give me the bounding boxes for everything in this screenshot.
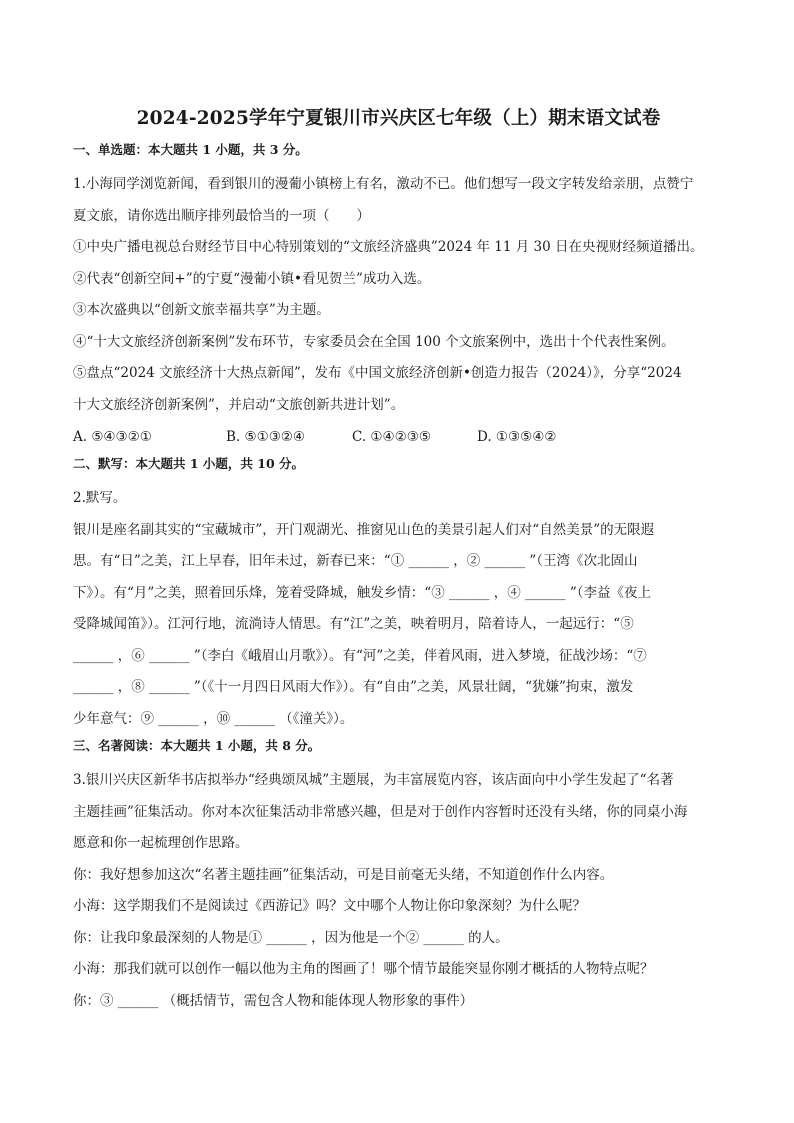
dialogue-line: 小海：这学期我们不是阅读过《西游记》吗？文中哪个人物让你印象深刻？为什么呢？ <box>73 898 586 914</box>
question-2-label: 2.默写。 <box>73 490 127 506</box>
section-heading-classics-reading: 三、名著阅读：本大题共 1 小题，共 8 分。 <box>73 738 321 753</box>
question-1-item: ②代表“创新空间+”的宁夏“漫葡小镇•看见贺兰”成功入选。 <box>73 270 431 287</box>
question-2-line: 思。有“日”之美，江上早春，旧年未过，新春已来：“① ______ ，② ______ ”（王湾《次北固山 <box>73 553 638 569</box>
dialogue-line: 你：让我印象最深刻的人物是① ______ ，因为他是一个② ______ 的人。 <box>73 929 509 946</box>
option-a[interactable]: A. ⑤④③②① <box>73 429 152 445</box>
question-2-line: ______ ，⑥ ______ ”（李白《峨眉山月歌》）。有“河”之美，伴着风雨，进入梦境，征战沙场：“⑦ <box>73 647 647 664</box>
question-1-item: 十大文旅经济创新案例”，并启动“文旅创新共进计划”。 <box>73 396 405 413</box>
question-2-line: 银川是座名副其实的“宝藏城市”，开门观湖光、推窗见山色的美景引起人们对“自然美景”的无限遐 <box>73 521 655 538</box>
option-d[interactable]: D. ①③⑤④② <box>477 429 557 445</box>
dialogue-line: 小海：那我们就可以创作一幅以他为主角的图画了！哪个情节最能突显你刚才概括的人物特点呢？ <box>73 961 654 977</box>
question-1-item: ④“十大文旅经济创新案例”发布环节，专家委员会在全国 100 个文旅案例中，选出十个代表性案例。 <box>73 333 675 350</box>
question-2-line: 少年意气：⑨ ______ ，⑩ ______ （《潼关》）。 <box>73 710 354 727</box>
section-heading-dictation: 二、默写：本大题共 1 小题，共 10 分。 <box>73 456 305 471</box>
question-2-line: 受降城闻笛》）。江河行地，流淌诗人情思。有“江”之美，映着明月，陪着诗人，一起远行：“⑤ <box>73 616 634 632</box>
question-1-line: 夏文旅，请你选出顺序排列最恰当的一项（ ） <box>73 207 370 224</box>
question-1-item: ③本次盛典以“创新文旅幸福共享”为主题。 <box>73 302 330 318</box>
dialogue-line: 你：③ ______ （概括情节，需包含人物和能体现人物形象的事件） <box>73 992 474 1009</box>
question-1-options <box>73 421 724 453</box>
question-1-line: 1.小海同学浏览新闻，看到银川的漫葡小镇榜上有名，激动不已。他们想写一段文字转发给亲朋，点赞宁 <box>73 176 694 192</box>
section-heading-single-choice: 一、单选题：本大题共 1 小题，共 3 分。 <box>73 142 308 157</box>
question-1-item: ⑤盘点“2024 文旅经济十大热点新闻”，发布《中国文旅经济创新•创造力报告（2024）》，分享“2024 <box>73 365 682 381</box>
question-1-item: ①中央广播电视总台财经节目中心特别策划的“文旅经济盛典”2024 年 11 月 30 日在央视财经频道播出。 <box>73 239 704 255</box>
option-c[interactable]: C. ①④②③⑤ <box>352 429 431 445</box>
question-2-line: ______ ，⑧ ______ ”（《十一月四日风雨大作》）。有“自由”之美，风景壮阔，“犹嫌”拘束，激发 <box>73 679 634 695</box>
dialogue-line: 你：我好想参加这次“名著主题挂画”征集活动，可是目前毫无头绪，不知道创作什么内容。 <box>73 866 614 883</box>
question-3-line: 主题挂画”征集活动。你对本次征集活动非常感兴趣，但是对于创作内容暂时还没有头绪，你的同桌小海 <box>73 803 688 820</box>
question-3-line: 3.银川兴庆区新华书店拟举办“经典颂凤城”主题展，为丰富展览内容，该店面向中小学生发起了“名著 <box>73 772 674 788</box>
question-3-line: 愿意和你一起梳理创作思路。 <box>73 835 249 851</box>
question-2-line: 下》）。有“月”之美，照着回乐烽，笼着受降城，触发乡情：“③ ______ ，④ ______ ”（李益《夜上 <box>73 584 652 601</box>
option-b[interactable]: B. ⑤①③②④ <box>226 429 306 445</box>
question-1 <box>73 169 724 453</box>
exam-title: 2024-2025学年宁夏银川市兴庆区七年级（上）期末语文试卷 <box>136 108 661 129</box>
question-3 <box>73 765 724 1017</box>
question-2 <box>73 483 724 735</box>
